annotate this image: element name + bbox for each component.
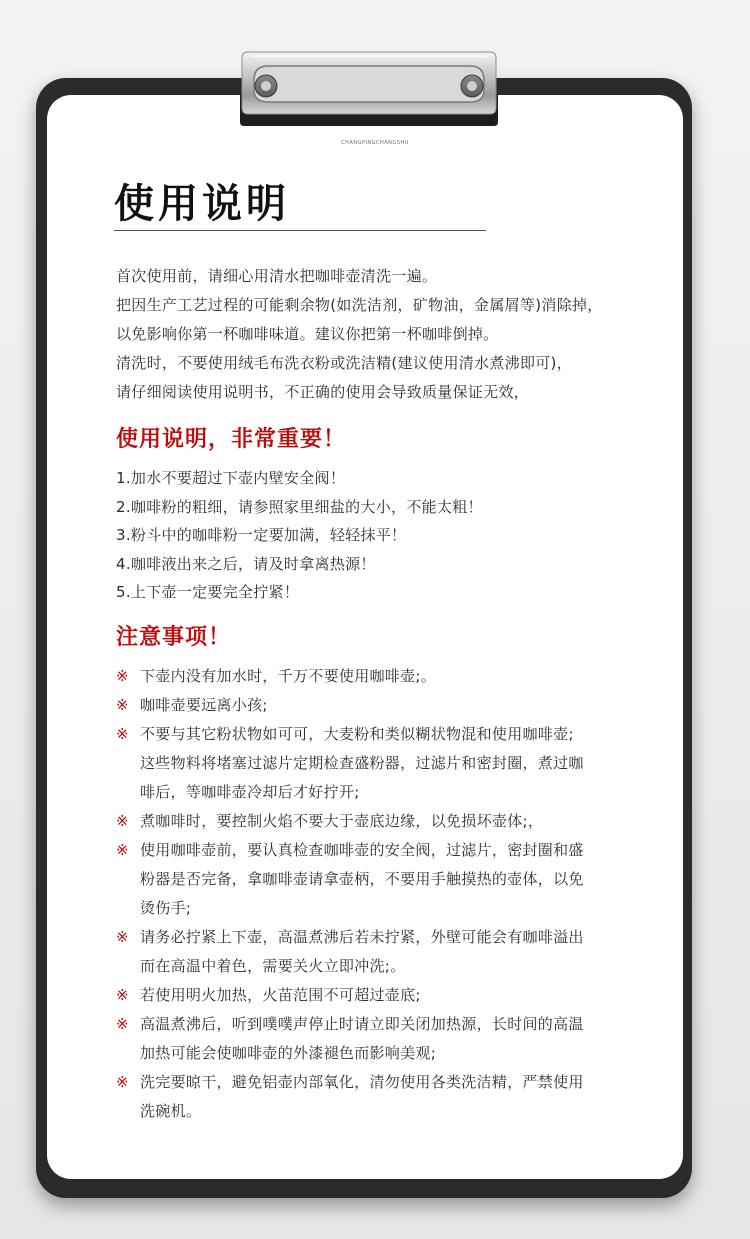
- step-item: 1.加水不要超过下壶内壁安全阀！: [116, 469, 346, 487]
- note-line: 洗完要晾干，避免铝壶内部氧化，清勿使用各类洗洁精，严禁使用: [140, 1073, 584, 1091]
- intro-line: 清洗时，不要使用绒毛布洗衣粉或洗洁精(建议使用清水煮沸即可)，: [116, 354, 573, 372]
- note-line: 洗碗机。: [140, 1102, 202, 1120]
- clipboard-clip-icon: [234, 46, 504, 130]
- note-item: [116, 807, 656, 836]
- notes-heading: 注意事项！: [116, 625, 232, 650]
- reference-mark-icon: ※: [116, 667, 129, 685]
- title-underline: [114, 230, 486, 231]
- note-line: 啡后，等咖啡壶冷却后才好拧开;: [140, 783, 360, 801]
- step-item: 2.咖啡粉的粗细，请参照家里细盐的大小，不能太粗！: [116, 497, 483, 516]
- intro-line: 以免影响你第一杯咖啡味道。建议你把第一杯咖啡倒掉。: [116, 325, 499, 343]
- note-text: [140, 1068, 584, 1126]
- reference-mark-icon: ※: [116, 696, 129, 714]
- brand-label: CHANGPINGCHANGSHU: [341, 140, 409, 146]
- notes-list: [116, 662, 656, 1126]
- note-line: 请务必拧紧上下壶，高温煮沸后若未拧紧，外壁可能会有咖啡溢出: [140, 928, 584, 946]
- note-line: 高温煮沸后，听到噗噗声停止时请立即关闭加热源，长时间的高温: [140, 1015, 584, 1033]
- step-item: 5.上下壶一定要完全拧紧！: [116, 583, 300, 601]
- intro-line: 把因生产工艺过程的可能剩余物(如洗洁剂，矿物油，金属屑等)消除掉，: [116, 296, 603, 314]
- note-item: [116, 1010, 656, 1068]
- reference-mark-icon: ※: [116, 812, 129, 830]
- note-line: 咖啡壶要远离小孩;: [140, 696, 268, 714]
- note-item: [116, 662, 656, 691]
- note-text: [140, 662, 436, 691]
- note-line: 不要与其它粉状物如可可，大麦粉和类似糊状物混和使用咖啡壶;: [140, 725, 574, 743]
- note-line: 这些物料将堵塞过滤片定期检查盛粉器，过滤片和密封圈，煮过咖: [140, 754, 584, 772]
- note-text: [140, 807, 543, 836]
- reference-mark-icon: ※: [116, 928, 129, 946]
- reference-mark-icon: ※: [116, 986, 129, 1004]
- note-line: 加热可能会使咖啡壶的外漆褪色而影响美观;: [140, 1044, 437, 1062]
- note-text: [140, 691, 268, 720]
- note-text: [140, 836, 584, 923]
- note-item: [116, 720, 656, 807]
- reference-mark-icon: ※: [116, 1015, 129, 1033]
- steps-list: [116, 464, 656, 607]
- note-line: 下壶内没有加水时，千万不要使用咖啡壶;。: [140, 667, 437, 685]
- note-line: 粉器是否完备，拿咖啡壶请拿壶柄，不要用手触摸热的壶体，以免: [140, 870, 584, 888]
- step-item: 4.咖啡液出来之后，请及时拿离热源！: [116, 554, 376, 573]
- note-line: 而在高温中着色，需要关火立即冲洗;。: [140, 957, 406, 975]
- intro-paragraph: [116, 262, 656, 407]
- note-text: [140, 1010, 584, 1068]
- reference-mark-icon: ※: [116, 725, 129, 743]
- page-title: 使用说明: [114, 181, 290, 227]
- step-item: 3.粉斗中的咖啡粉一定要加满，轻轻抹平！: [116, 526, 407, 544]
- note-item: [116, 836, 656, 923]
- important-heading: 使用说明，非常重要！: [116, 427, 347, 452]
- intro-line: 请仔细阅读使用说明书，不正确的使用会导致质量保证无效，: [116, 383, 530, 401]
- intro-line: 首次使用前，请细心用清水把咖啡壶清洗一遍。: [116, 267, 438, 285]
- note-line: 烫伤手;: [140, 899, 192, 917]
- note-text: [140, 923, 584, 981]
- note-item: [116, 691, 656, 720]
- note-text: [140, 720, 584, 807]
- note-item: [116, 1068, 656, 1126]
- reference-mark-icon: ※: [116, 1073, 129, 1091]
- note-line: 煮咖啡时，要控制火焰不要大于壶底边缘，以免损坏壶体;，: [140, 812, 544, 830]
- note-line: 使用咖啡壶前，要认真检查咖啡壶的安全阀，过滤片，密封圈和盛: [140, 841, 584, 859]
- note-line: 若使用明火加热，火苗范围不可超过壶底;: [140, 986, 421, 1004]
- note-item: [116, 981, 656, 1010]
- note-text: [140, 981, 421, 1010]
- note-item: [116, 923, 656, 981]
- reference-mark-icon: ※: [116, 841, 129, 859]
